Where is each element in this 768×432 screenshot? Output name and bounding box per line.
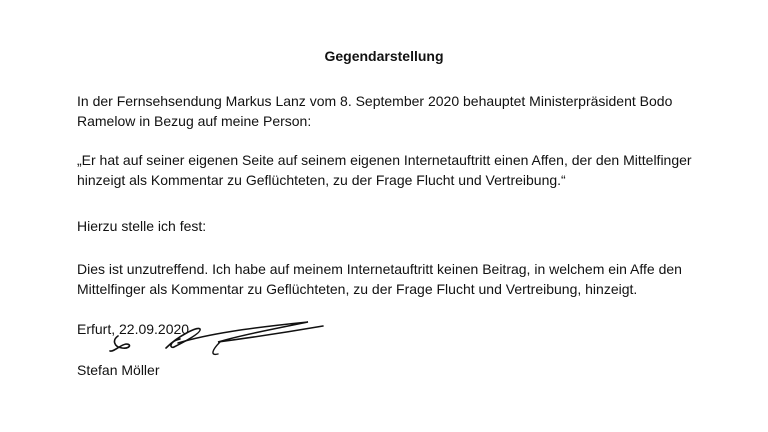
paragraph-intro: In der Fernsehsendung Markus Lanz vom 8. September 2020 behauptet Ministerpräsident Bodo Ramelow in Bezug auf meine Person: [77, 93, 673, 129]
paragraph-statement-lead: Hierzu stelle ich fest: [77, 218, 207, 234]
signatory-name: Stefan Möller [77, 362, 160, 378]
handwritten-signature [108, 316, 338, 366]
paragraph-rebuttal: Dies ist unzutreffend. Ich habe auf meinem Internetauftritt keinen Beitrag, in welchem ein Affe den Mittelfinger als Kommentar zu Geflüchteten, zu der Frage Flucht und Vertreibung, hinzeigt. [77, 261, 682, 297]
document-title: Gegendarstellung [324, 48, 444, 64]
paragraph-quote: „Er hat auf seiner eigenen Seite auf seinem eigenen Internetauftritt einen Affen, der den Mittelfinger hinzeigt als Kommentar zu Geflüchteten, zu der Frage Flucht und Vertreibung.“ [77, 152, 692, 188]
place-and-date: Erfurt, 22.09.2020 [77, 321, 190, 337]
